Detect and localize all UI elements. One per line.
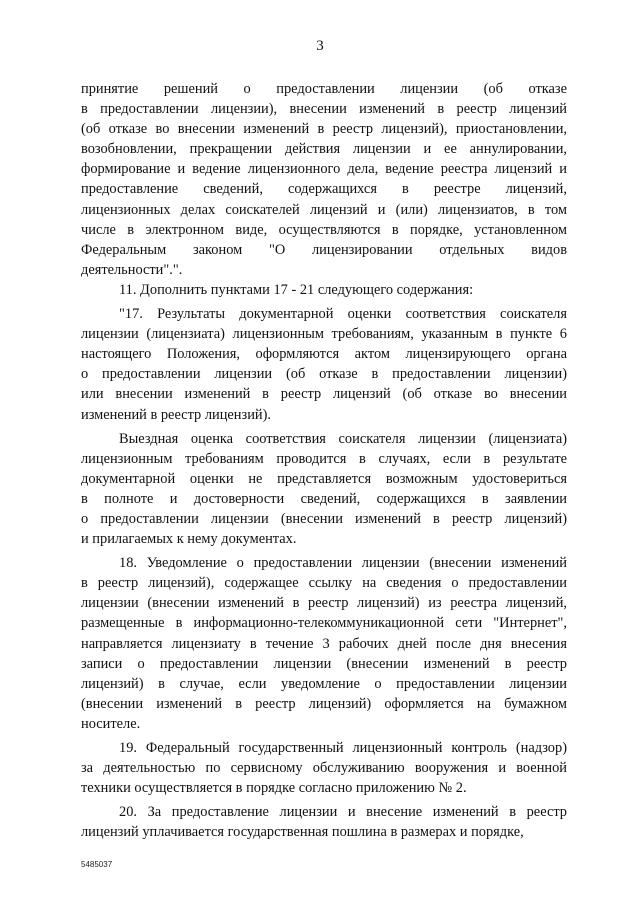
text-line: или внесении изменений в реестр лицензий (об отказе во внесении [81,386,567,403]
text-line: лицензий уплачивается государственная пошлина в размерах и порядке, [81,824,524,841]
text-line: и прилагаемых к нему документах. [81,531,297,548]
text-line: в предоставлении лицензии), внесении изменений в реестр лицензий [81,101,567,118]
text-line: изменений в реестр лицензий). [81,406,271,423]
text-line: 20. За предоставление лицензии и внесение изменений в реестр [119,804,567,821]
text-line: Выездная оценка соответствия соискателя лицензии (лицензиата) [119,430,567,447]
text-line: 11. Дополнить пунктами 17 - 21 следующего содержания: [119,281,474,298]
text-line: носителе. [81,715,141,732]
document-code: 5485037 [81,860,113,869]
paragraph [81,79,567,280]
text-line: Федеральным законом "О лицензировании отдельных видов [81,241,567,258]
paragraph [81,429,567,550]
text-line: в реестр лицензий), содержащее ссылку на сведения о предоставлении [81,575,567,592]
paragraph [81,553,567,734]
text-line: лицензионным требованиям проводится в случаях, если в результате [81,450,567,467]
document-body [81,79,567,842]
text-line: 18. Уведомление о предоставлении лицензии (внесении изменений [119,555,567,572]
paragraph [81,738,567,798]
page-number: 3 [316,38,324,54]
text-line: лицензии (лицензиата) лицензионным требованиям, указанным в пункте 6 [81,326,567,343]
paragraph [81,304,567,425]
text-line: числе в электронном виде, осуществляются в порядке, установленном [81,221,567,238]
paragraph [81,802,567,842]
text-line: в полноте и достоверности сведений, содержащихся в заявлении [81,490,567,507]
text-line: лицензионных делах соискателей лицензий и (или) лицензиатов, в том [81,201,567,218]
text-line: формирование и ведение лицензионного дела, ведение реестра лицензий и [81,161,567,178]
text-line: о предоставлении лицензии (внесении изменений в реестр лицензий) [81,510,567,527]
text-line: настоящего Положения, оформляются актом лицензирующего органа [81,346,567,363]
text-line: (внесении изменений в реестр лицензий) оформляется на бумажном [81,695,567,712]
text-line: лицензии (внесении изменений в реестр лицензий) из реестра лицензий, [81,595,567,612]
text-line: деятельности".". [81,261,183,278]
text-line: за деятельностью по сервисному обслуживанию вооружения и военной [81,760,567,777]
text-line: записи о предоставлении лицензии (внесении изменений в реестр [81,655,567,672]
text-line: "17. Результаты документарной оценки соответствия соискателя [119,306,567,323]
text-line: возобновлении, прекращении действия лицензии и ее аннулировании, [81,141,567,158]
text-line: размещенные в информационно-телекоммуникационной сети "Интернет", [81,615,567,632]
text-line: направляется лицензиату в течение 3 рабочих дней после дня внесения [81,635,567,652]
text-line: (об отказе во внесении изменений в реестр лицензий), приостановлении, [81,121,567,138]
paragraph [81,280,567,300]
text-line: 19. Федеральный государственный лицензионный контроль (надзор) [119,740,567,756]
text-line: предоставление сведений, содержащихся в реестре лицензий, [81,181,567,198]
text-line: техники осуществляется в порядке согласно приложению № 2. [81,780,467,797]
text-line: документарной оценки не представляется возможным удостовериться [81,470,567,487]
text-line: принятие решений о предоставлении лицензии (об отказе [81,81,567,97]
text-line: о предоставлении лицензии (об отказе в предоставлении лицензии) [81,366,567,383]
text-line: лицензий) в случае, если уведомление о предоставлении лицензии [81,675,567,692]
